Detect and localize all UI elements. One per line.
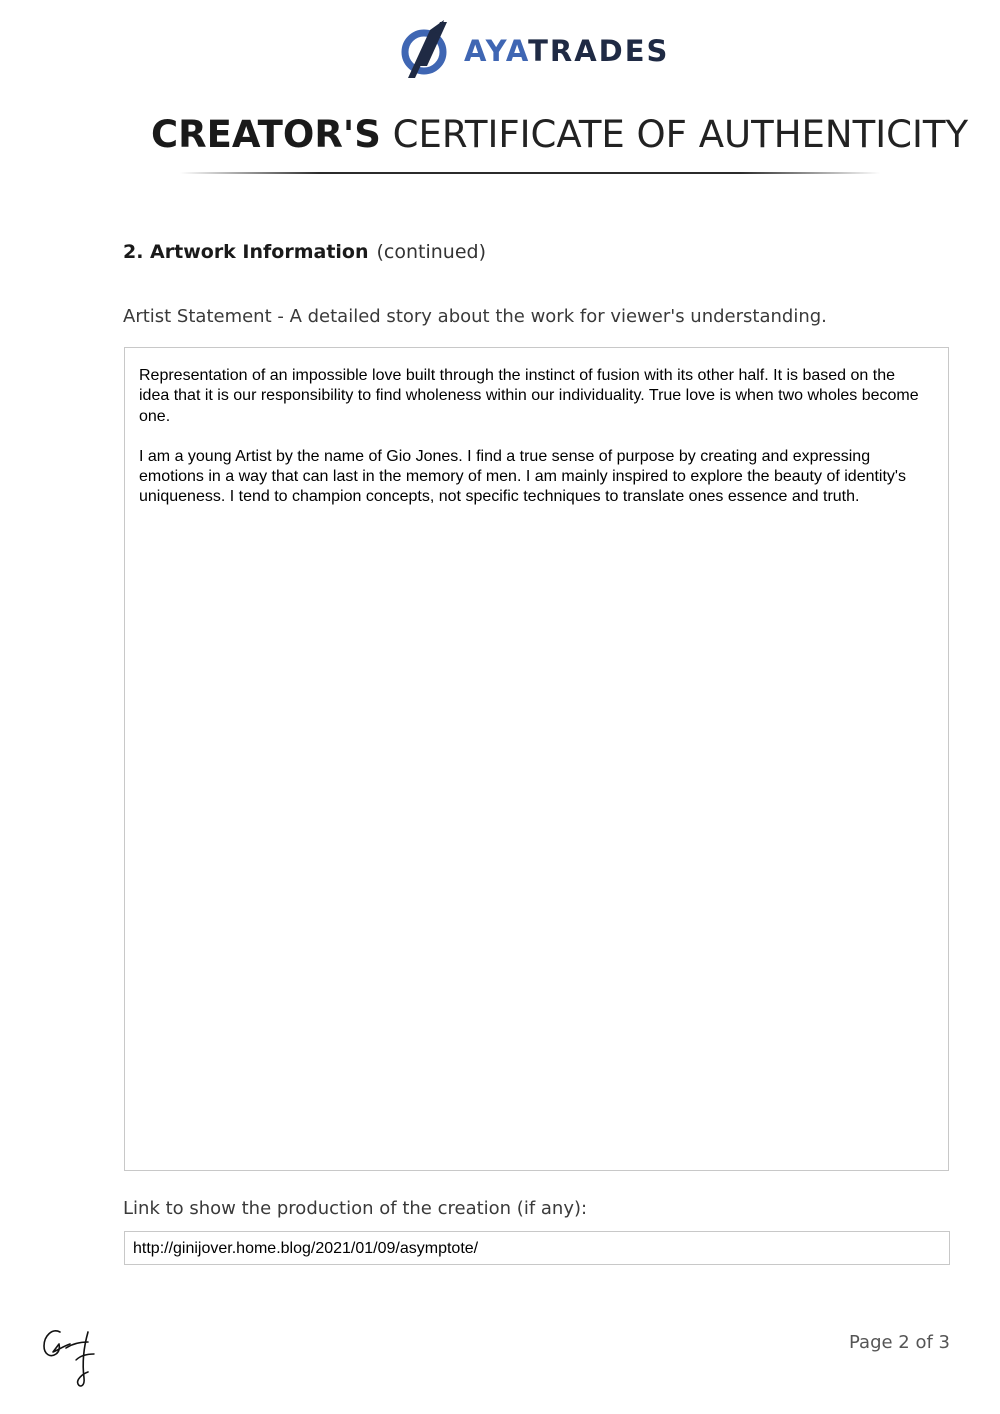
artist-statement-paragraph-1: Representation of an impossible love built through the instinct of fusion with its other half. It is based on the idea that it is our responsibility to find wholeness within our individuality. True love is when two wholes become one. bbox=[139, 367, 919, 425]
certificate-title-light: CERTIFICATE OF AUTHENTICITY bbox=[392, 113, 969, 156]
section-suffix: (continued) bbox=[376, 241, 487, 263]
handwritten-signature bbox=[38, 1322, 102, 1392]
ayatrades-logo-icon bbox=[400, 18, 452, 84]
brand-name bbox=[464, 33, 670, 68]
brand-name-part1: AYA bbox=[464, 33, 529, 68]
page-number: Page 2 of 3 bbox=[849, 1332, 950, 1353]
section-title: 2. Artwork Information bbox=[123, 241, 369, 263]
title-divider bbox=[180, 172, 880, 174]
production-link-label: Link to show the production of the creation (if any): bbox=[123, 1198, 588, 1219]
section-heading bbox=[123, 238, 486, 266]
brand-name-part2: TRADES bbox=[528, 33, 670, 68]
artist-statement-paragraph-2: I am a young Artist by the name of Gio Jones. I find a true sense of purpose by creating and expressing emotions in a way that can last in the memory of men. I am mainly inspired to explore the beauty of identity's uniqueness. I tend to champion concepts, not specific techniques to translate ones essence and truth. bbox=[139, 447, 906, 506]
brand-logo bbox=[400, 18, 669, 84]
production-link-field[interactable]: http://ginijover.home.blog/2021/01/09/asymptote/ bbox=[124, 1231, 950, 1265]
artist-statement-label: Artist Statement - A detailed story about the work for viewer's understanding. bbox=[123, 306, 827, 327]
certificate-title-bold: CREATOR'S bbox=[151, 113, 381, 156]
artist-statement-field[interactable] bbox=[124, 347, 949, 1171]
certificate-title bbox=[0, 110, 1000, 160]
